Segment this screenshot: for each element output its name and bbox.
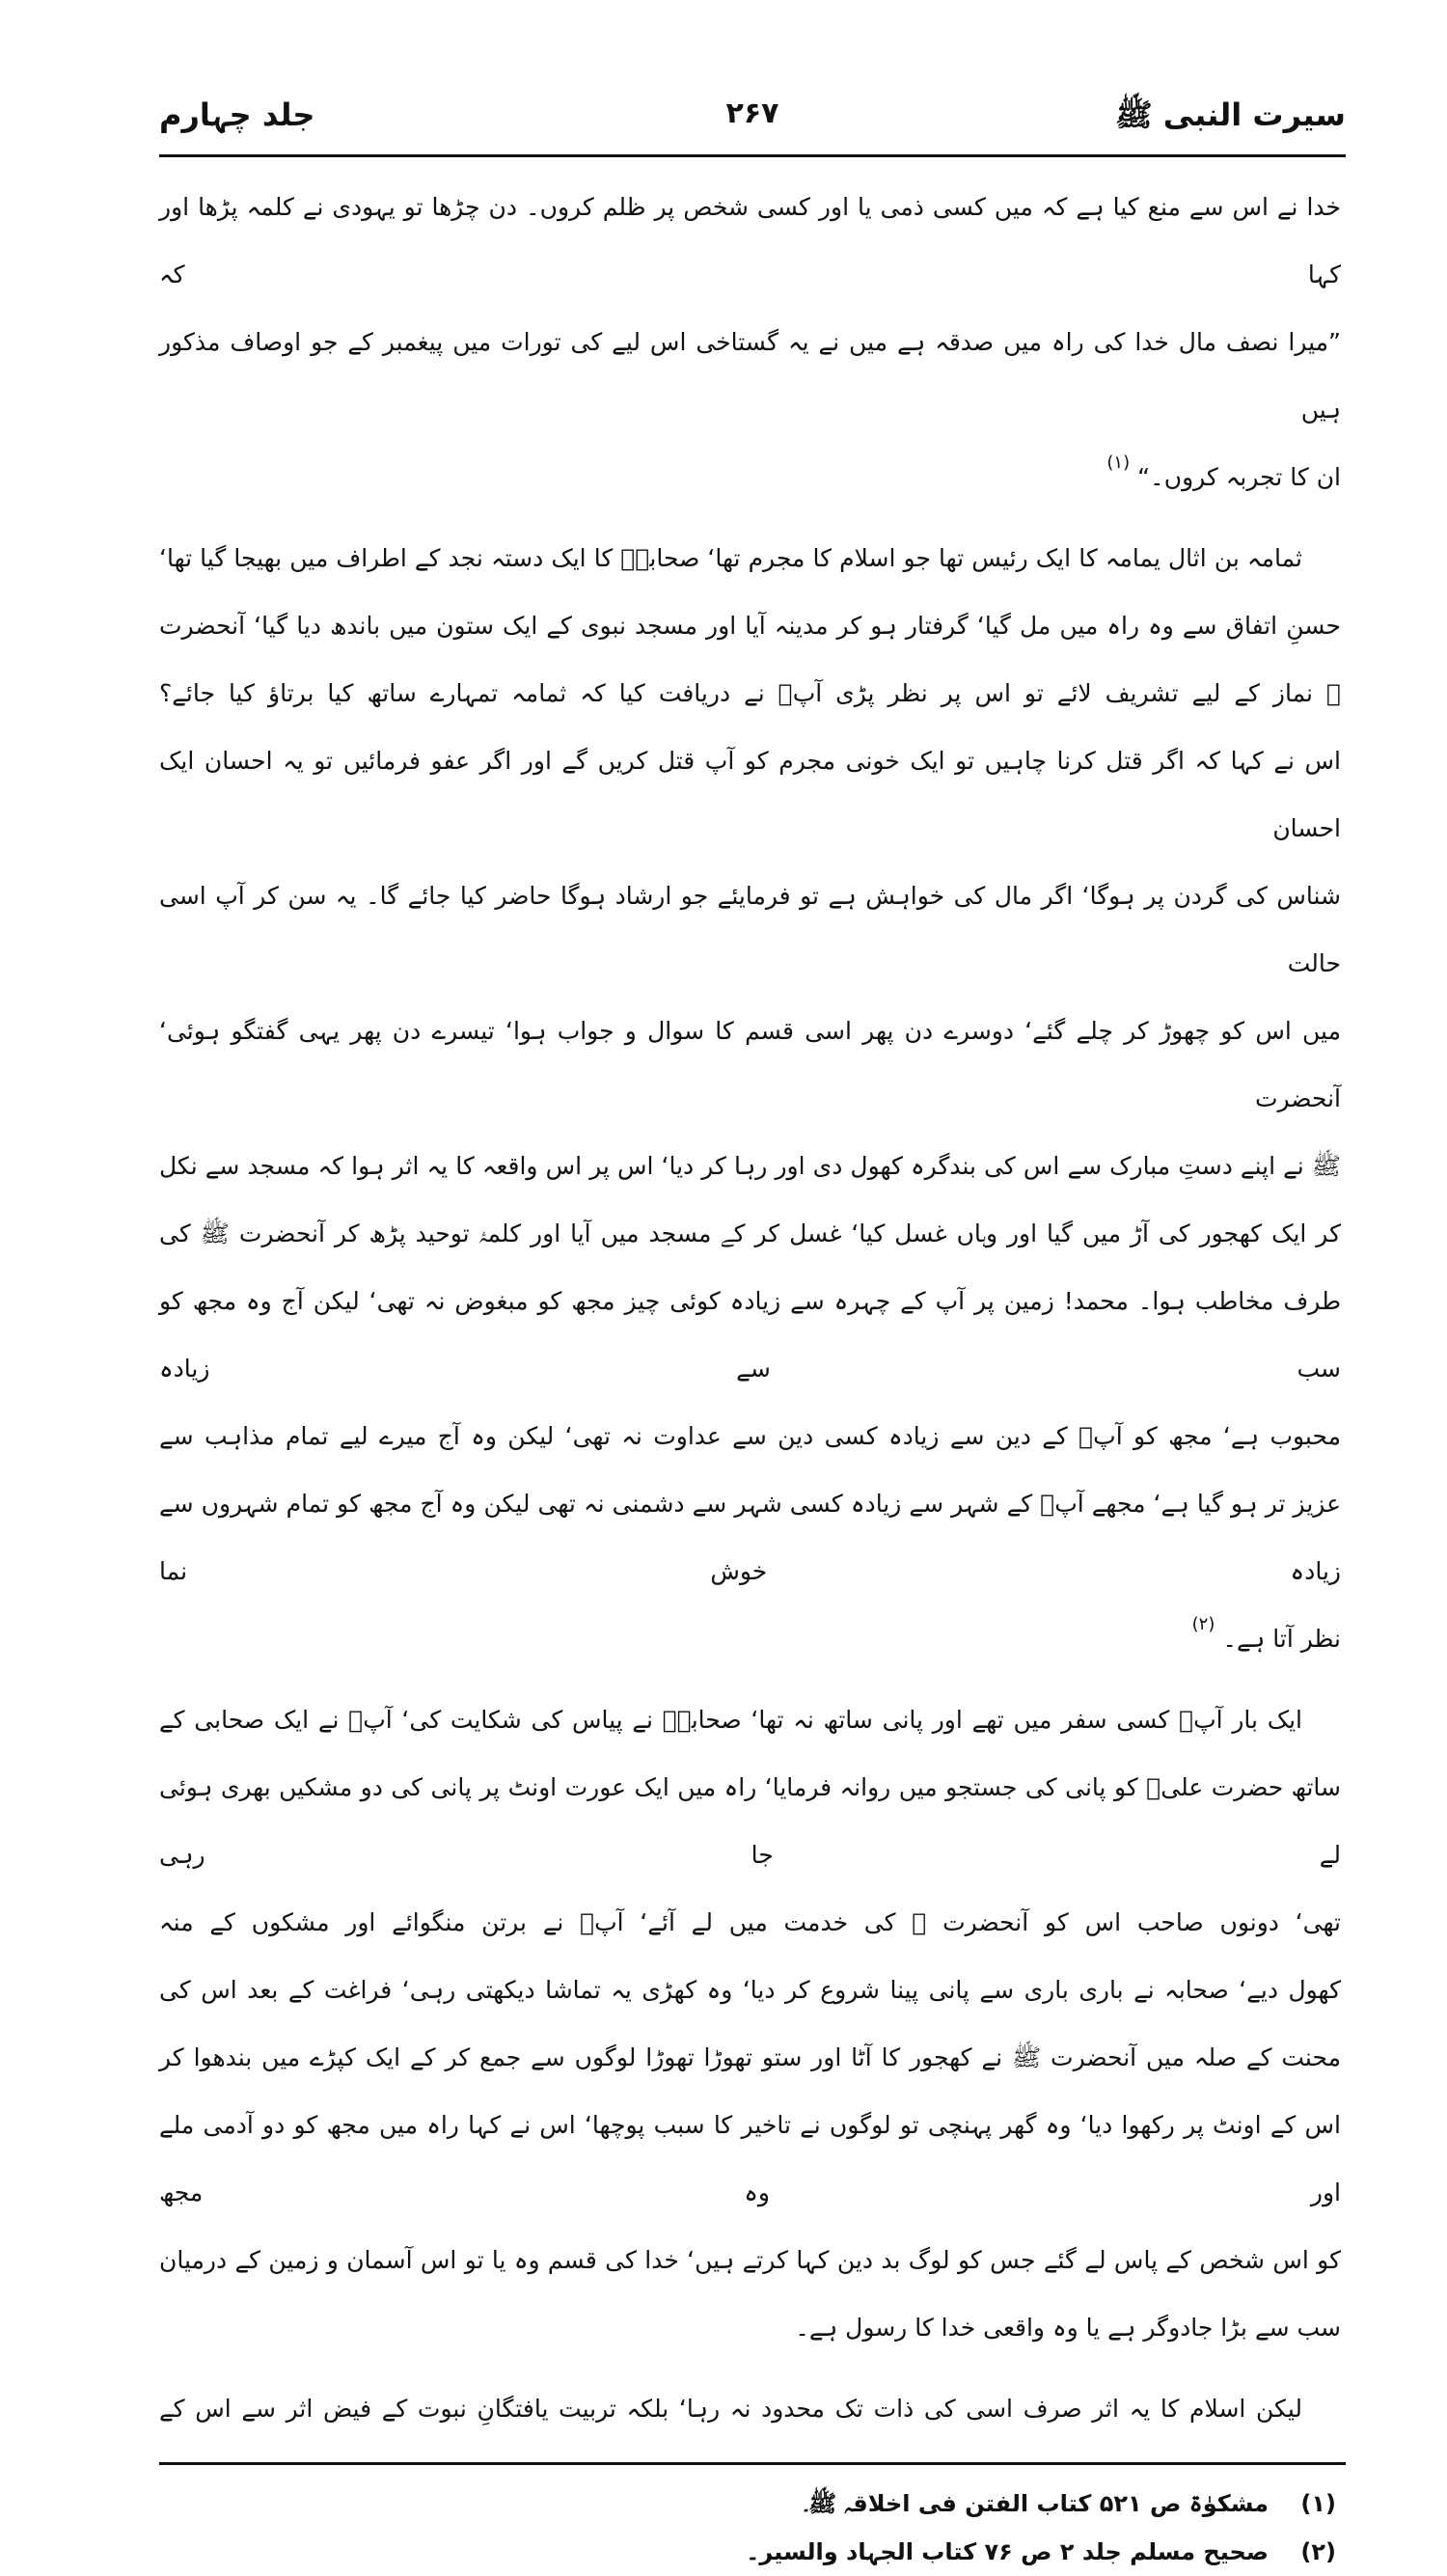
- footnote-number: (۱): [1300, 2490, 1336, 2517]
- text-line: [159, 1403, 1341, 1470]
- line-text: محنت کے صلہ میں آنحضرت ﷺ نے کھجور کا آٹا اور ستو تھوڑا تھوڑا لوگوں سے جمع کر کے ایک کپڑے میں بندھوا کر: [159, 2043, 1341, 2071]
- line-text: کھول دیے‘ صحابہ نے باری باری سے پانی پینا شروع کر دیا‘ وہ کھڑی یہ تماشا دیکھتی رہی‘ فراغت کے بعد اس کی: [159, 1976, 1341, 2004]
- line-text: ﷺ نماز کے لیے تشریف لائے تو اس پر نظر پڑی آپؐ نے دریافت کیا کہ ثمامہ تمہارے ساتھ کیا برتاؤ کیا جائے؟: [159, 679, 1341, 707]
- footnote-text: صحیح مسلم جلد ۲ ص ۷۶ کتاب الجہاد والسیر۔: [746, 2538, 1269, 2565]
- text-line: [159, 174, 1341, 309]
- footnotes: [159, 2465, 1341, 2576]
- line-text: عزیز تر ہو گیا ہے‘ مجھے آپؐ کے شہر سے زیادہ کسی شہر سے دشمنی نہ تھی لیکن وہ آج مجھ کو تمام شہروں سے زیادہ خوش نما: [159, 1490, 1341, 1585]
- line-text: ثمامہ بن اثال یمامہ کا ایک رئیس تھا جو اسلام کا مجرم تھا‘ صحابہؓ کا ایک دستہ نجد کے اطراف میں بھیجا گیا تھا‘: [159, 544, 1302, 572]
- line-text: خدا نے اس سے منع کیا ہے کہ میں کسی ذمی یا اور کسی شخص پر ظلم کروں۔ دن چڑھا تو یہودی نے کلمہ پڑھا اور کہا کہ: [159, 193, 1341, 288]
- line-text: لیکن اسلام کا یہ اثر صرف اسی کی ذات تک محدود نہ رہا‘ بلکہ تربیت یافتگانِ نبوت کے فیض اثر سے اس کے: [159, 2395, 1302, 2423]
- line-text: طرف مخاطب ہوا۔ محمد! زمین پر آپ کے چہرہ سے زیادہ کوئی چیز مجھ کو مبغوض نہ تھی‘ لیکن آج وہ مجھ کو سب سے زیادہ: [159, 1287, 1341, 1383]
- line-text: حسنِ اتفاق سے وہ راہ میں مل گیا‘ گرفتار ہو کر مدینہ آیا اور مسجد نبوی کے ایک ستون میں باندھ دیا گیا‘ آنحضرت: [159, 612, 1341, 640]
- line-text: محبوب ہے‘ مجھ کو آپؐ کے دین سے زیادہ کسی دین سے عداوت نہ تھی‘ لیکن وہ آج میرے لیے تمام مذاہب سے: [159, 1422, 1341, 1450]
- text-line: [159, 2294, 1341, 2362]
- paragraph: [159, 1686, 1341, 2362]
- text-line: [159, 1268, 1341, 1403]
- text-line: [159, 2375, 1341, 2443]
- text-line: [159, 1133, 1341, 1200]
- text-line: [159, 998, 1341, 1133]
- footnote-text: مشکوٰۃ ص ۵۲۱ کتاب الفتن فی اخلاقہ ﷺ۔: [803, 2490, 1269, 2517]
- line-text: اس کے اونٹ پر رکھوا دیا‘ وہ گھر پہنچی تو لوگوں نے تاخیر کا سبب پوچھا‘ اس نے کہا راہ میں مجھ کو دو آدمی ملے اور وہ مجھ: [159, 2111, 1341, 2206]
- line-text: میں اس کو چھوڑ کر چلے گئے‘ دوسرے دن پھر اسی قسم کا سوال و جواب ہوا‘ تیسرے دن پھر یہی گفتگو ہوئی‘ آنحضرت: [159, 1017, 1341, 1112]
- footnote-reference[interactable]: (۲): [1191, 1614, 1215, 1634]
- text-line: [159, 1686, 1341, 1754]
- text-line: [159, 444, 1341, 511]
- text-line: [159, 309, 1341, 444]
- page-header: [159, 96, 1346, 151]
- footnote: [159, 2528, 1336, 2576]
- book-title: سیرت النبی ﷺ: [1114, 96, 1346, 133]
- line-text: ”میرا نصف مال خدا کی راہ میں صدقہ ہے میں نے یہ گستاخی اس لیے کی تورات میں پیغمبر کے جو اوصاف مذکور ہیں: [159, 328, 1341, 424]
- text-line: [159, 1470, 1341, 1605]
- text-line: [159, 863, 1341, 998]
- text-line: [159, 1200, 1341, 1268]
- text-line: [159, 2092, 1341, 2227]
- text-line: [159, 2024, 1341, 2092]
- line-text: کو اس شخص کے پاس لے گئے جس کو لوگ بد دین کہا کرتے ہیں‘ خدا کی قسم وہ یا تو اس آسمان و زمین کے درمیان: [159, 2246, 1341, 2274]
- footnote: [159, 2480, 1336, 2528]
- line-text: کر ایک کھجور کی آڑ میں گیا اور وہاں غسل کیا‘ غسل کر کے مسجد میں آیا اور کلمۂ توحید پڑھ کر آنحضرت ﷺ کی: [159, 1219, 1341, 1247]
- text-line: [159, 525, 1341, 592]
- line-text: ایک بار آپؐ کسی سفر میں تھے اور پانی ساتھ نہ تھا‘ صحابہؓ نے پیاس کی شکایت کی‘ آپؐ نے ایک صحابی کے: [159, 1706, 1302, 1734]
- page-number: ۲۶۷: [725, 96, 779, 130]
- line-text: ﷺ نے اپنے دستِ مبارک سے اس کی بندگرہ کھول دی اور رہا کر دیا‘ اس پر اس واقعہ کا یہ اثر ہوا کہ مسجد سے نکل: [159, 1152, 1341, 1180]
- text-line: [159, 1957, 1341, 2024]
- page-body: [159, 174, 1341, 2443]
- line-text: نظر آتا ہے۔: [1222, 1625, 1341, 1653]
- text-line: [159, 1605, 1341, 1673]
- text-line: [159, 2227, 1341, 2294]
- paragraph: [159, 2375, 1341, 2443]
- paragraph: [159, 174, 1341, 511]
- line-text: ساتھ حضرت علیؓ کو پانی کی جستجو میں روانہ فرمایا‘ راہ میں ایک عورت اونٹ پر پانی کی دو مشکیں بھری ہوئی لے جا رہی: [159, 1773, 1341, 1869]
- line-text: اس نے کہا کہ اگر قتل کرنا چاہیں تو ایک خونی مجرم کو آپ قتل کریں گے اور اگر عفو فرمائیں تو یہ احسان ایک احسان: [159, 747, 1341, 842]
- line-text: تھی‘ دونوں صاحب اس کو آنحضرت ﷺ کی خدمت میں لے آئے‘ آپؐ نے برتن منگوائے اور مشکوں کے منہ: [159, 1908, 1341, 1936]
- line-text: شناس کی گردن پر ہوگا‘ اگر مال کی خواہش ہے تو فرمایئے جو ارشاد ہوگا حاضر کیا جائے گا۔ یہ سن کر آپ اسی حالت: [159, 882, 1341, 977]
- volume-label: جلد چہارم: [159, 96, 315, 133]
- header-divider: [159, 154, 1346, 157]
- line-text: ان کا تجربہ کروں۔“: [1137, 463, 1341, 491]
- text-line: [159, 1889, 1341, 1957]
- line-text: سب سے بڑا جادوگر ہے یا وہ واقعی خدا کا رسول ہے۔: [795, 2314, 1341, 2342]
- text-line: [159, 1754, 1341, 1889]
- footnote-number: (۲): [1300, 2538, 1336, 2565]
- footnote-reference[interactable]: (۱): [1106, 452, 1131, 473]
- paragraph: [159, 525, 1341, 1673]
- text-line: [159, 660, 1341, 727]
- text-line: [159, 592, 1341, 660]
- text-line: [159, 727, 1341, 863]
